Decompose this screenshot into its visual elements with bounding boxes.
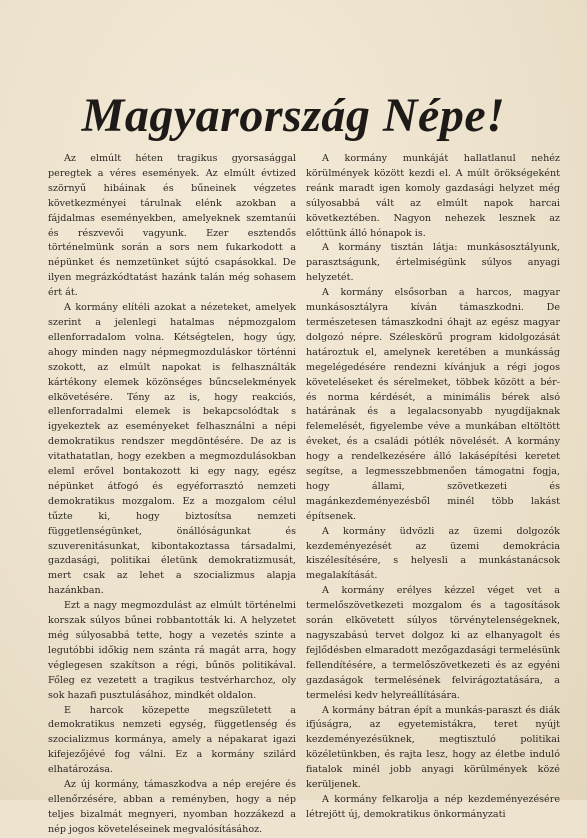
paragraph: A kormány üdvözli az üzemi dolgozók kezdeményezését az üzemi demokrácia kiszélesítésére, s helyesli a munkástanácsok megalakítását. xyxy=(306,525,560,582)
paragraph: A kormány bátran épít a munkás-paraszt és diák ifjúságra, az egyetemistákra, teret nyújt kezdeményezésüknek, megtisztuló politikai közéletünkben, és rajta lesz, hogy az életbe induló fiatalok minél jobb anyagi körülmények közé kerüljenek. xyxy=(306,704,560,791)
paragraph: Ezt a nagy megmozdulást az elmúlt történelmi korszak súlyos bűnei robbantották ki. A helyzetet még súlyosabbá tette, hogy a vezetés szinte a legutóbbi időkig nem szánta rá magát arra, hogy véglegesen szakítson a régi, bűnös politikával. Főleg ez vezetett a tragikus testvérharchoz, oly sok hazafi pusztulásához, mindkét oldalon. xyxy=(48,600,296,701)
paragraph: A kormány munkáját hallatlanul nehéz körülmények között kezdi el. A múlt örökségeként reánk maradt igen komoly gazdasági helyzet még súlyosabbá vált az elmúlt napok harcai következtében. Nagyon nehezek lesznek az előttünk álló hónapok is. xyxy=(306,153,560,239)
page-title: Magyarország Népe! xyxy=(81,89,506,142)
paragraph: Az elmúlt héten tragikus gyorsasággal peregtek a véres események. Az elmúlt évtized szörnyű hibáinak és bűneinek végzetes következményei tárulnak elénk azokban a fájdalmas eseményekben, amelyeknek szemtanúi és részvevői vagyunk. Ezer esztendős történelmünk során a sors nem fukarkodott a népünket és nemzetünket sújtó csapásokkal. De ilyen megrázkódtatást hazánk talán még sohasem ért át. xyxy=(48,153,296,299)
paragraph: A kormány erélyes kézzel véget vet a termelőszövetkezeti mozgalom és a tagosítások során elkövetett súlyos törvénytelenségeknek, nagyszabású tervet dolgoz ki az elhanyagolt és fejlődésben elmaradott mezőgazdasági termelésünk fellendítésére, a termelőszövetkezeti és az egyéni gazdaságok termelésének felvirágoztatására, a termelési kedv helyreállítására. xyxy=(306,585,560,701)
paragraph: A kormány felkarolja a nép kezdeményezésére létrejött új, demokratikus önkormányzati xyxy=(306,793,560,820)
left-column xyxy=(48,152,296,838)
paragraph: A kormány tisztán látja: munkásosztályunk, parasztságunk, értelmiségünk súlyos anyagi helyzetét. xyxy=(306,242,560,284)
right-column xyxy=(306,152,560,823)
paragraph: A kormány elítéli azokat a nézeteket, amelyek szerint a jelenlegi hatalmas népmozgalom ellenforradalom volna. Kétségtelen, hogy úgy, ahogy minden nagy népmegmozduláskor történni szokott, az elmúlt napokat is felhasználták kártékony elemek közönséges bűncselekmények elkövetésére. Tény az is, hogy reakciós, ellenforradalmi elemek is bekapcsolódtak s igyekeztek az eseményeket felhasználni a népi demokratikus rendszer megdöntésére. De az is vitathatatlan, hogy ezekben a megmozdulásokban eleml erővel bontakozott ki egy nagy, egész népünket átfogó és egyéforrasztó nemzeti demokratikus mozgalom. Ez a mozgalom célul tűzte ki, hogy biztosítsa nemzeti függetlenségünket, önállóságunkat és szuverenitásunkat, kibontakoztassa társadalmi, gazdasági, politikai életünk demokratizmusát, mert csak az lehet a szocializmus alapja hazánkban. xyxy=(48,302,296,597)
paragraph: E harcok közepette megszületett a demokratikus nemzeti egység, függetlenség és szocializmus kormánya, amely a népakarat igazi kifejezőjévé fog válni. Ez a kormány szilárd elhatározása. xyxy=(48,704,296,776)
paragraph: Az új kormány, támaszkodva a nép erejére és ellenőrzésére, abban a reményben, hogy a nép teljes bizalmát megnyeri, nyomban hozzákezd a nép jogos követeléseinek megvalósításához. xyxy=(48,779,296,835)
paragraph: A kormány elsősorban a harcos, magyar munkásosztályra kíván támaszkodni. De természetesen támaszkodni óhajt az egész magyar dolgozó népre. Széleskörű program kidolgozását határoztuk el, amelynek keretében a munkásság megelégedésére rendezni kívánjuk a régi jogos követeléseket és sérelmeket, többek között a bér- és norma kérdését, a minimális bérek alsó határának és a legalacsonyabb nyugdíjaknak felemelését, figyelembe véve a munkában eltöltött éveket, és a családi pótlék növelését. A kormány hogy a rendelkezésére álló lakásépítési keretet segítse, a legmesszebbmenően támogatni fogja, hogy állami, szövetkezeti és magánkezdeményezésből minél több lakást építsenek. xyxy=(306,287,560,522)
